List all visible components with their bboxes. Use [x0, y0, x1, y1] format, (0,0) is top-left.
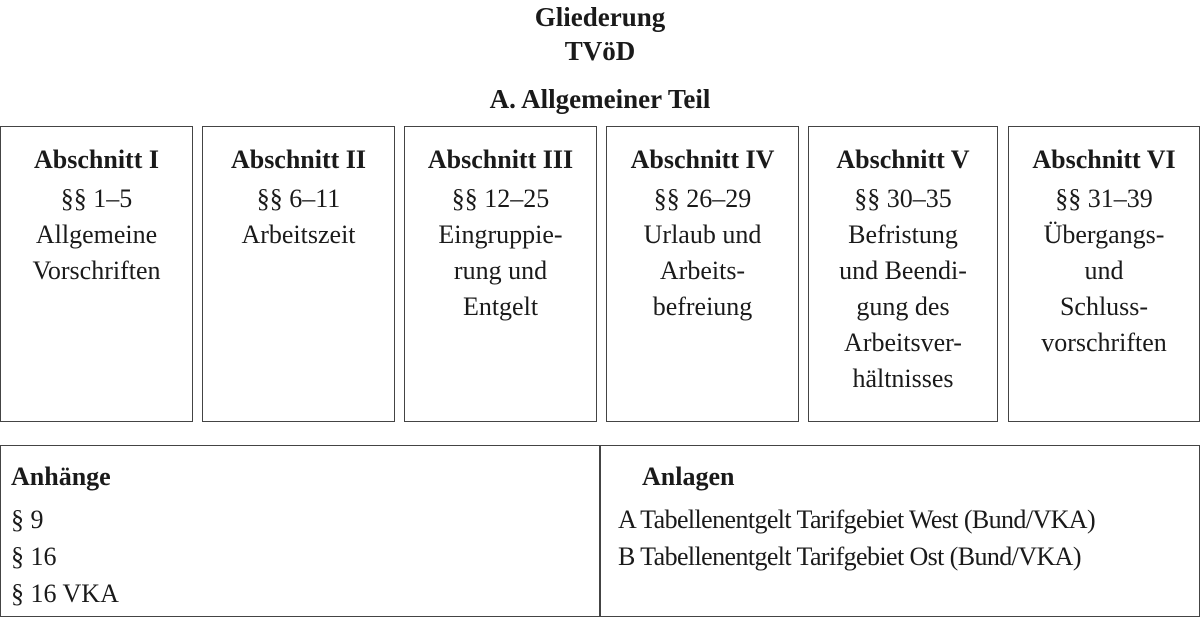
- section-heading: Abschnitt VI: [1032, 145, 1176, 174]
- section-box-4: [606, 126, 799, 422]
- section-text: Entgelt: [462, 292, 539, 321]
- section-paragraphs: §§ 30–35: [854, 184, 952, 213]
- section-text: und: [1084, 256, 1124, 285]
- section-paragraphs: §§ 6–11: [256, 184, 341, 213]
- section-heading: Abschnitt I: [34, 145, 159, 174]
- section-box-3: [404, 126, 597, 422]
- section-box-5: [808, 126, 998, 422]
- section-text: Arbeitsver-: [844, 328, 962, 357]
- anlagen-heading: Anlagen: [642, 462, 735, 491]
- part-heading: A. Allgemeiner Teil: [489, 84, 711, 114]
- section-heading: Abschnitt II: [230, 145, 367, 174]
- section-text: Arbeitszeit: [241, 220, 356, 249]
- section-text: Urlaub und: [643, 220, 762, 249]
- section-text: Allgemeine: [35, 220, 158, 249]
- section-paragraphs: §§ 31–39: [1055, 184, 1153, 213]
- section-text: Schluss-: [1059, 292, 1149, 321]
- section-box-1: [0, 126, 193, 422]
- diagram-subtitle: TVöD: [564, 36, 636, 66]
- section-text: Eingruppie-: [438, 220, 563, 249]
- anhaenge-heading: Anhänge: [11, 462, 111, 491]
- section-text: befreiung: [652, 292, 753, 321]
- anhaenge-item: § 16: [11, 542, 57, 571]
- section-text: und Beendi-: [839, 256, 967, 285]
- section-heading: Abschnitt V: [836, 145, 970, 174]
- anlagen-item: A Tabellenentgelt Tarifgebiet West (Bund/VKA): [618, 505, 1096, 534]
- section-heading: Abschnitt III: [427, 145, 574, 174]
- anlagen-item: B Tabellenentgelt Tarifgebiet Ost (Bund/VKA): [618, 542, 1081, 571]
- section-text: Vorschriften: [32, 256, 161, 285]
- section-box-2: [202, 126, 395, 422]
- section-text: gung des: [856, 292, 950, 321]
- section-text: Übergangs-: [1043, 220, 1165, 249]
- section-paragraphs: §§ 26–29: [653, 184, 752, 213]
- section-text: rung und: [453, 256, 548, 285]
- section-paragraphs: §§ 1–5: [60, 184, 133, 213]
- section-heading: Abschnitt IV: [630, 145, 775, 174]
- anhaenge-box: [0, 445, 601, 617]
- section-text: vorschriften: [1041, 328, 1167, 357]
- section-paragraphs: §§ 12–25: [451, 184, 550, 213]
- anhaenge-item: § 16 VKA: [11, 579, 119, 608]
- diagram-title: Gliederung: [534, 2, 666, 32]
- section-box-6: [1008, 126, 1200, 422]
- section-text: Befristung: [848, 220, 958, 249]
- section-text: Arbeits-: [659, 256, 746, 285]
- anhaenge-item: § 9: [11, 505, 44, 534]
- section-text: hältnisses: [852, 364, 954, 393]
- anlagen-box: [599, 445, 1200, 617]
